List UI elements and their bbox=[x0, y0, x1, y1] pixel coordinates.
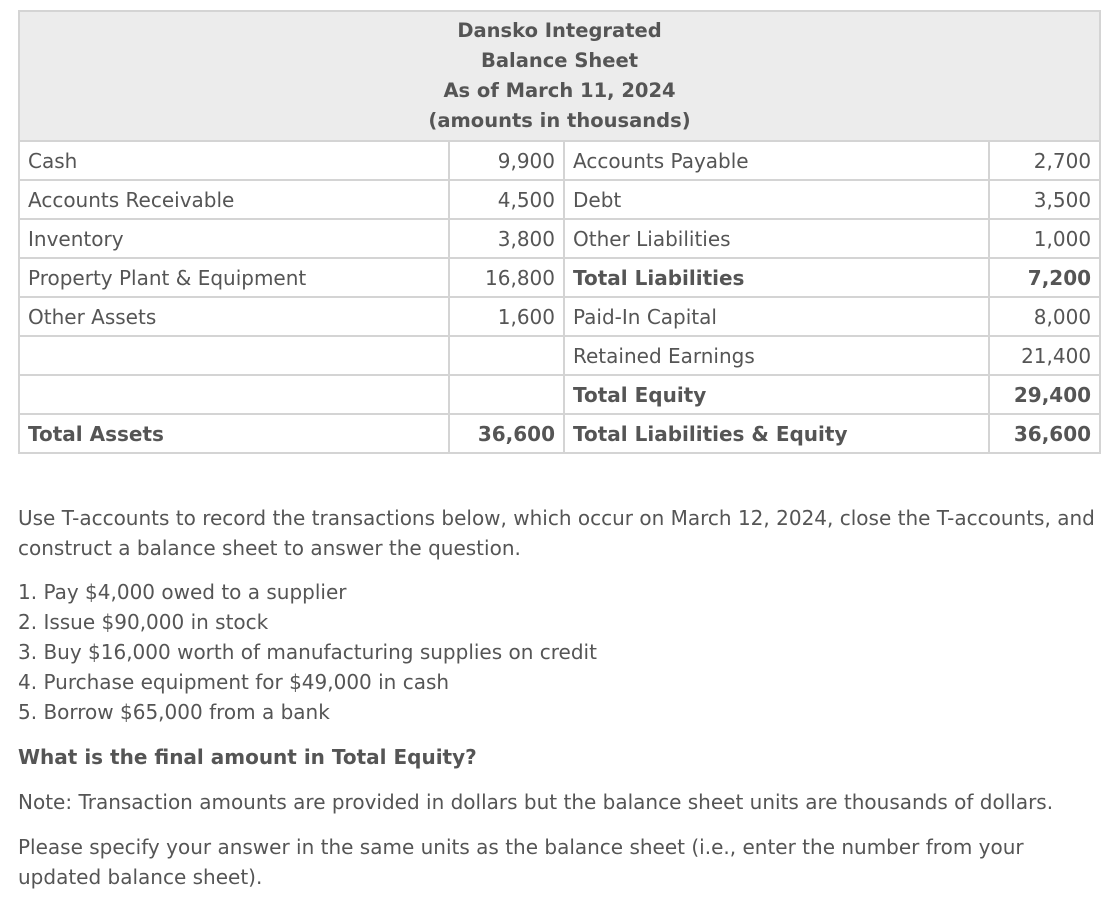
table-row bbox=[19, 336, 1100, 375]
liability-value: 3,500 bbox=[989, 180, 1100, 219]
asset-label: Inventory bbox=[19, 219, 449, 258]
asset-label bbox=[19, 375, 449, 414]
note-text: Note: Transaction amounts are provided in dollars but the balance sheet units are thousands of dollars. bbox=[18, 790, 1054, 814]
asset-value: 4,500 bbox=[449, 180, 564, 219]
total-liabilities-equity-label: Total Liabilities & Equity bbox=[564, 414, 989, 453]
liability-label: Accounts Payable bbox=[564, 141, 989, 180]
asset-value bbox=[449, 375, 564, 414]
answer-format-note: Please specify your answer in the same units as the balance sheet (i.e., enter the number from your updated balance sheet). bbox=[18, 835, 1024, 889]
equity-value: 8,000 bbox=[989, 297, 1100, 336]
table-row bbox=[19, 141, 1100, 180]
total-equity-label: Total Equity bbox=[564, 375, 989, 414]
table-row bbox=[19, 180, 1100, 219]
table-row bbox=[19, 375, 1100, 414]
list-item: 3. Buy $16,000 worth of manufacturing supplies on credit bbox=[18, 640, 597, 664]
total-assets-value: 36,600 bbox=[449, 414, 564, 453]
list-item: 2. Issue $90,000 in stock bbox=[18, 610, 269, 634]
list-item: 1. Pay $4,000 owed to a supplier bbox=[18, 580, 347, 604]
transactions-list bbox=[18, 577, 1098, 727]
question-text: What is the final amount in Total Equity? bbox=[18, 745, 477, 769]
statement-title: Balance Sheet bbox=[481, 49, 639, 72]
instructions-section bbox=[18, 503, 1098, 892]
company-name: Dansko Integrated bbox=[457, 19, 662, 42]
asset-label: Cash bbox=[19, 141, 449, 180]
total-liabilities-label: Total Liabilities bbox=[564, 258, 989, 297]
asset-label: Property Plant & Equipment bbox=[19, 258, 449, 297]
asset-value bbox=[449, 336, 564, 375]
asset-label bbox=[19, 336, 449, 375]
table-row bbox=[19, 258, 1100, 297]
total-liabilities-equity-value: 36,600 bbox=[989, 414, 1100, 453]
statement-date: As of March 11, 2024 bbox=[443, 79, 676, 102]
asset-label: Other Assets bbox=[19, 297, 449, 336]
asset-value: 9,900 bbox=[449, 141, 564, 180]
total-liabilities-value: 7,200 bbox=[989, 258, 1100, 297]
asset-value: 16,800 bbox=[449, 258, 564, 297]
equity-label: Paid-In Capital bbox=[564, 297, 989, 336]
list-item: 4. Purchase equipment for $49,000 in cash bbox=[18, 670, 450, 694]
equity-value: 21,400 bbox=[989, 336, 1100, 375]
total-equity-value: 29,400 bbox=[989, 375, 1100, 414]
table-row bbox=[19, 297, 1100, 336]
balance-sheet-header-row bbox=[19, 11, 1100, 141]
table-row bbox=[19, 414, 1100, 453]
table-row bbox=[19, 219, 1100, 258]
equity-label: Retained Earnings bbox=[564, 336, 989, 375]
total-assets-label: Total Assets bbox=[19, 414, 449, 453]
liability-value: 2,700 bbox=[989, 141, 1100, 180]
liability-value: 1,000 bbox=[989, 219, 1100, 258]
statement-units: (amounts in thousands) bbox=[428, 109, 691, 132]
balance-sheet-table bbox=[18, 10, 1101, 454]
asset-value: 3,800 bbox=[449, 219, 564, 258]
list-item: 5. Borrow $65,000 from a bank bbox=[18, 700, 330, 724]
instructions-intro: Use T-accounts to record the transactions below, which occur on March 12, 2024, close the T-accounts, and construct a balance sheet to answer the question. bbox=[18, 506, 1095, 560]
liability-label: Debt bbox=[564, 180, 989, 219]
liability-label: Other Liabilities bbox=[564, 219, 989, 258]
balance-sheet-header bbox=[19, 11, 1100, 141]
asset-label: Accounts Receivable bbox=[19, 180, 449, 219]
asset-value: 1,600 bbox=[449, 297, 564, 336]
